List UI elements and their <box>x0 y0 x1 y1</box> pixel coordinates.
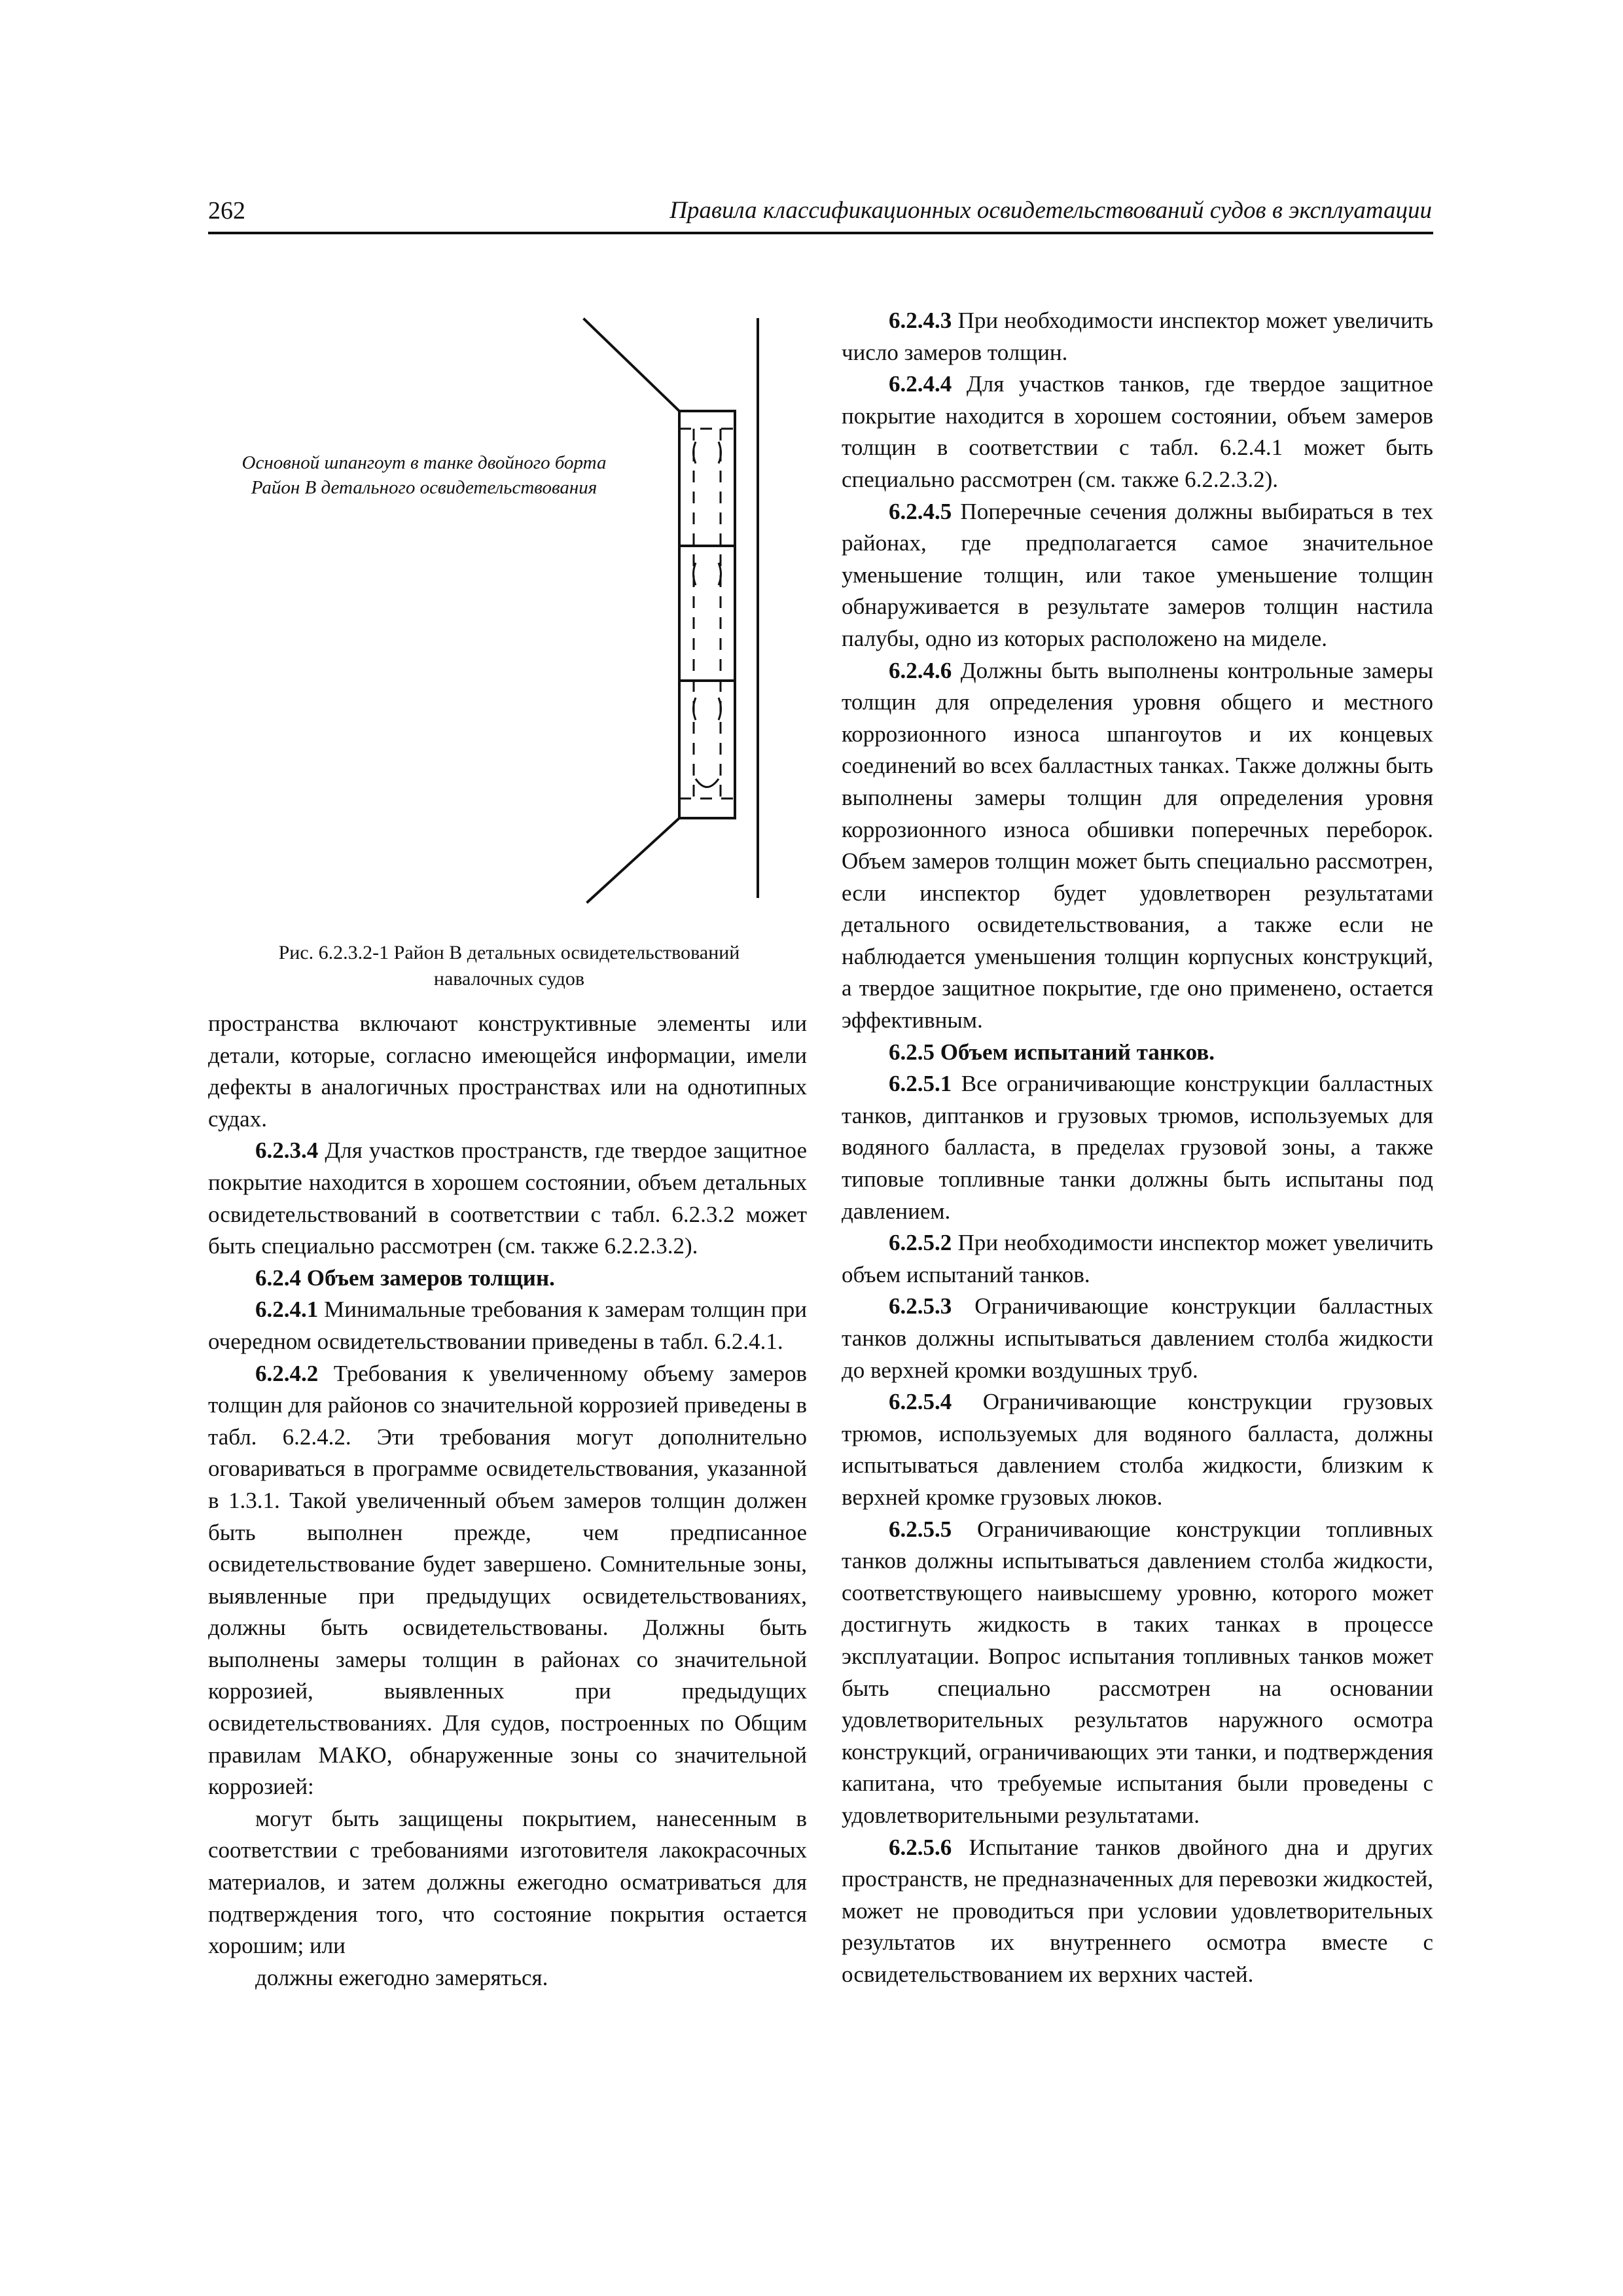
left-column <box>208 1008 807 1994</box>
clause-number: 6.2.4.4 <box>889 371 952 397</box>
paragraph-6-2-4-6 <box>842 655 1433 1037</box>
clause-number: 6.2.3.4 <box>255 1138 319 1164</box>
paragraph-6-2-4-1 <box>208 1294 807 1357</box>
figure-caption-line-2: навалочных судов <box>433 968 585 990</box>
clause-number: 6.2.4.5 <box>889 498 952 524</box>
clause-text: Требования к увеличенному объему замеров толщин для районов со значительной коррозией приведены в табл. 6.2.4.2. Эти требования могут дополнительно оговариваться в программе освидетельствования, указанной в 1.3.1. Такой увеличенный объем замеров толщин должен быть выполнен прежде, чем предписанное освидетельствование будет завершено. Сомнительные зоны, выявленные при предыдущих освидетельствованиях, должны быть освидетельствованы. Должны быть выполнены замеры толщин в районах со значительной коррозией, выявленных при предыдущих освидетельствованиях. Для судов, построенных по Общим правилам МАКО, обнаруженные зоны со значительной коррозией: <box>208 1360 807 1800</box>
clause-number: 6.2.4.6 <box>889 657 952 683</box>
paragraph-coating-option: могут быть защищены покрытием, нанесенным в соответствии с требованиями изготовителя лакокрасочных материалов, и затем должны ежегодно осматриваться для подтверждения того, что состояние покрытия остается хорошим; или <box>208 1805 807 1959</box>
right-column <box>842 305 1433 1990</box>
clause-number: 6.2.5.4 <box>889 1389 952 1415</box>
figure-caption-line-1: Рис. 6.2.3.2-1 Район В детальных освидетельствований <box>278 942 740 963</box>
paragraph-measure-option: должны ежегодно замеряться. <box>255 1964 548 1990</box>
paragraph-6-2-4-2 <box>208 1358 807 1803</box>
clause-text: Должны быть выполнены контрольные замеры толщин для определения уровня общего и местного коррозионного износа шпангоутов и их концевых соединений во всех балластных танках. Также должны быть выполнены замеры толщин для определения уровня коррозионного износа обшивки поперечных переборок. Объем замеров толщин может быть специально рассмотрен, если инспектор будет удовлетворен результатами детального освидетельствования, а также если не наблюдается уменьшения толщин корпусных конструкций, а твердое защитное покрытие, где оно применено, остается эффективным. <box>842 657 1433 1033</box>
paragraph-6-2-3-4 <box>208 1135 807 1262</box>
clause-number: 6.2.5.2 <box>889 1230 952 1256</box>
paragraph-6-2-4-4 <box>842 368 1433 495</box>
figure-6-2-3-2-1 <box>208 308 810 995</box>
page-header <box>208 196 1432 234</box>
clause-number: 6.2.4.2 <box>255 1360 319 1386</box>
figure-caption <box>208 940 810 992</box>
clause-text: При необходимости инспектор может увеличить объем испытаний танков. <box>842 1230 1433 1287</box>
clause-number: 6.2.4.3 <box>889 308 952 333</box>
header-rule <box>208 232 1433 234</box>
clause-text: При необходимости инспектор может увеличить число замеров толщин. <box>842 308 1433 365</box>
running-title: Правила классификационных освидетельствований судов в эксплуатации <box>669 197 1432 224</box>
clause-text: Поперечные сечения должны выбираться в тех районах, где предполагается самое значительное уменьшение толщин, или такое уменьшение толщин обнаруживается в результате замеров толщин настила палубы, одно из которых расположено на миделе. <box>842 498 1433 651</box>
paragraph-continuation: пространства включают конструктивные элементы или детали, которые, согласно имеющейся информации, имели дефекты в аналогичных пространствах или на однотипных судах. <box>208 1011 807 1132</box>
clause-text: Испытание танков двойного дна и других пространств, не предназначенных для перевозки жидкостей, может не проводиться при условии удовлетворительных результатов их внутреннего осмотра вместе с освидетельствованием их верхних частей. <box>842 1834 1433 1987</box>
clause-text: Минимальные требования к замерам толщин при очередном освидетельствовании приведены в табл. 6.2.4.1. <box>208 1297 807 1354</box>
paragraph-6-2-5-6 <box>842 1832 1433 1991</box>
clause-text: Для участков пространств, где твердое защитное покрытие находится в хорошем состоянии, объем детальных освидетельствований в соответствии с табл. 6.2.3.2 может быть специально рассмотрен (см. также 6.2.2.3.2). <box>208 1138 807 1259</box>
frame-diagram <box>208 308 810 936</box>
clause-number: 6.2.5.6 <box>889 1834 952 1860</box>
clause-number: 6.2.5.3 <box>889 1293 952 1319</box>
paragraph-6-2-4-5 <box>842 496 1433 655</box>
figure-annotation <box>208 450 640 500</box>
page-number: 262 <box>208 197 245 224</box>
clause-text: Для участков танков, где твердое защитное покрытие находится в хорошем состоянии, объем замеров толщин в соответствии с табл. 6.2.4.1 может быть специально рассмотрен (см. также 6.2.2.3.2). <box>842 371 1433 492</box>
paragraph-6-2-5-2 <box>842 1227 1433 1291</box>
figure-annotation-line-1: Основной шпангоут в танке двойного борта <box>241 452 607 473</box>
section-heading-6-2-4: 6.2.4 Объем замеров толщин. <box>255 1265 555 1291</box>
paragraph-6-2-5-1 <box>842 1068 1433 1227</box>
section-heading-6-2-5: 6.2.5 Объем испытаний танков. <box>889 1039 1215 1065</box>
paragraph-6-2-5-5 <box>842 1514 1433 1832</box>
clause-text: Ограничивающие конструкции грузовых трюмов, используемых для водяного балласта, должны испытываться давлением столба жидкости, близким к верхней кромке грузовых люков. <box>842 1389 1433 1510</box>
clause-text: Все ограничивающие конструкции балластных танков, диптанков и грузовых трюмов, используемых для водяного балласта, в пределах грузовой зоны, а также типовые топливные танки должны быть испытаны под давлением. <box>842 1071 1433 1224</box>
clause-number: 6.2.5.1 <box>889 1071 952 1097</box>
paragraph-6-2-5-4 <box>842 1386 1433 1513</box>
clause-number: 6.2.5.5 <box>889 1516 952 1542</box>
paragraph-6-2-5-3 <box>842 1291 1433 1386</box>
clause-number: 6.2.4.1 <box>255 1297 319 1323</box>
figure-annotation-line-2: Район В детального освидетельствования <box>251 477 597 498</box>
clause-text: Ограничивающие конструкции топливных танков должны испытываться давлением столба жидкости, соответствующего наивысшему уровню, которого может достигнуть жидкость в таких танках в процессе эксплуатации. Вопрос испытания топливных танков может быть специально рассмотрен на основании удовлетворительных результатов наружного осмотра конструкций, ограничивающих эти танки, и подтверждения капитана, что требуемые испытания были проведены с удовлетворительными результатами. <box>842 1516 1433 1828</box>
clause-text: Ограничивающие конструкции балластных танков должны испытываться давлением столба жидкости до верхней кромки воздушных труб. <box>842 1293 1433 1383</box>
paragraph-6-2-4-3 <box>842 305 1433 368</box>
